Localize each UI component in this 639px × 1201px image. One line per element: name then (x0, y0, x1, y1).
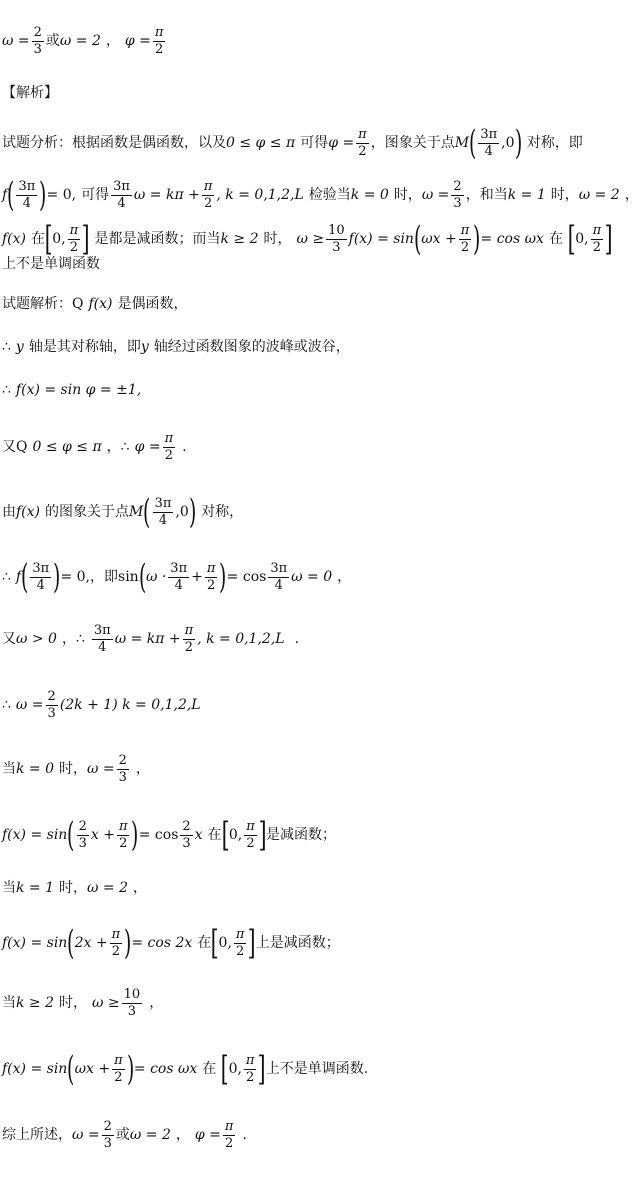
solution-line-4 (2, 432, 187, 462)
text: 当 (2, 880, 16, 896)
text: 当 (2, 761, 16, 778)
denominator: 3 (33, 41, 42, 57)
paren-close: ) (188, 492, 197, 532)
numerator: π (460, 222, 470, 238)
expr: = 0, (46, 187, 77, 203)
expr: , k = 0,1,2,L (197, 631, 285, 648)
expr: 2x + (74, 935, 108, 951)
denominator: 2 (592, 239, 601, 255)
inequality: 0 ≤ φ ≤ π (226, 135, 296, 151)
numerator: 2 (182, 818, 191, 834)
fraction (117, 754, 129, 784)
text: 时， (550, 187, 579, 203)
paren-open: ( (21, 557, 29, 597)
omega-eq: ω = (15, 697, 44, 714)
fraction (356, 128, 369, 158)
answer-line (2, 26, 167, 56)
bracket-close: ] (258, 815, 267, 855)
expr: ω = 2 (87, 880, 128, 896)
text: ， (61, 631, 76, 648)
expr: f(x) (2, 231, 27, 247)
paren-open: ( (67, 815, 75, 855)
text: 是都是减函数；而当 (94, 231, 221, 247)
text: ， (175, 1127, 190, 1144)
text: 是减函数； (266, 827, 337, 843)
denominator: 4 (22, 195, 31, 211)
solution-line-10 (2, 815, 337, 855)
numerator: π (184, 623, 194, 638)
fraction (102, 1120, 114, 1150)
paren-close: ) (473, 219, 481, 259)
expr: x (194, 827, 203, 843)
denominator: 4 (174, 577, 183, 593)
denominator: 2 (203, 195, 213, 211)
omega-eq: ω = (2, 33, 30, 50)
fraction (163, 432, 176, 462)
expr: k = 0 (16, 761, 55, 778)
solution-line-6 (2, 557, 352, 597)
expr: = cos ωx (133, 1061, 198, 1077)
denominator: 3 (453, 195, 462, 211)
text: 时， (59, 880, 88, 896)
text-or: 或 (45, 33, 60, 50)
fraction (183, 624, 196, 654)
text: ， (106, 439, 121, 456)
paren-open: ( (138, 557, 146, 597)
denominator: 4 (484, 143, 493, 159)
numerator: π (154, 25, 164, 40)
omega-eq: ω = (421, 187, 450, 203)
bracket-open: [ (567, 219, 576, 259)
denominator: 2 (154, 41, 164, 57)
expr: k = 0 (350, 187, 389, 203)
numerator: π (203, 178, 213, 194)
fraction (30, 562, 51, 592)
text: 上不是单调函数. (265, 1061, 369, 1077)
numerator: 3π (113, 178, 130, 194)
numerator: 3π (154, 495, 172, 511)
denominator: 3 (182, 835, 191, 851)
paren-close: ) (124, 923, 132, 963)
text: ， (135, 761, 150, 778)
expr: k ≥ 2 (220, 231, 259, 247)
text: ，图象关于点 (370, 135, 455, 151)
fraction (234, 928, 247, 958)
text: 又 (2, 631, 16, 648)
omega-eq: ω = (87, 761, 115, 778)
func-f: f (2, 187, 8, 203)
numerator: π (69, 222, 79, 238)
fraction (153, 26, 166, 56)
var-y: y (15, 339, 24, 355)
numerator: 3π (18, 178, 36, 194)
fraction (244, 820, 257, 850)
text: 的图象关于点 (45, 504, 130, 520)
numerator: 3π (170, 560, 188, 576)
coord-zero: ,0 (175, 504, 189, 520)
text: 轴经过函数图象的波峰或波谷， (153, 339, 350, 355)
denominator: 4 (117, 195, 126, 211)
conclusion-line (2, 1120, 247, 1150)
expr: ω · (145, 569, 167, 585)
paren-close: ) (126, 1049, 134, 1089)
solution-line-9 (2, 754, 150, 784)
text: 是偶函数， (117, 296, 188, 312)
bracket-open: [ (44, 219, 53, 259)
expr: x + (90, 827, 115, 843)
numerator: 3π (480, 126, 498, 142)
numerator: π (224, 1119, 234, 1134)
text: ， (133, 880, 147, 896)
phi-eq: φ = (134, 439, 161, 456)
therefore-symbol: ∴ (2, 569, 11, 585)
numerator: π (592, 222, 602, 238)
bracket-close: ] (258, 1049, 267, 1089)
numerator: 2 (103, 1119, 112, 1134)
numerator: 2 (78, 818, 87, 834)
bracket-open: [ (221, 815, 230, 855)
denominator: 2 (246, 1069, 255, 1085)
symbol-q: Q (72, 296, 84, 312)
text: 上是减函数； (255, 935, 340, 951)
point-m: M (454, 135, 470, 151)
expr: , k = 0,1,2,L (216, 187, 304, 203)
solution-line-2 (2, 340, 350, 354)
numerator: π (358, 126, 367, 142)
expr: ω = kπ + (133, 187, 200, 203)
text: 可得 (300, 135, 329, 151)
period: . (242, 1127, 247, 1144)
expr: ω ≥ (92, 995, 120, 1012)
fraction (111, 180, 132, 210)
text: 时， (59, 761, 88, 778)
period: . (182, 439, 187, 456)
paren-close: ) (39, 175, 47, 215)
paren-open: ( (469, 123, 477, 163)
fraction (451, 180, 463, 210)
denominator: 4 (158, 512, 168, 528)
denominator: 2 (460, 239, 470, 255)
expr: = 0, (60, 569, 91, 585)
expr: k = 1 (16, 880, 55, 896)
fraction (112, 1054, 125, 1084)
denominator: 3 (127, 1003, 137, 1019)
denominator: 2 (236, 943, 245, 959)
paren-open: ( (143, 492, 151, 532)
denominator: 2 (69, 239, 79, 255)
text: 时， (59, 995, 88, 1012)
expr: = cos (226, 569, 267, 585)
numerator: 3π (32, 560, 50, 576)
expr: k ≥ 2 (16, 995, 55, 1012)
numerator: π (246, 818, 255, 834)
paren-close: ) (219, 557, 227, 597)
sin: sin (118, 569, 139, 585)
denominator: 3 (118, 769, 127, 785)
paren-open: ( (67, 1049, 75, 1089)
numerator: π (206, 560, 216, 576)
text: 在 (197, 935, 212, 951)
numerator: π (118, 818, 128, 834)
denominator: 3 (78, 835, 87, 851)
expr: f(x) = sin (348, 231, 414, 247)
expr: ω ≥ (296, 231, 325, 247)
omega-eq-2: ω = 2 (59, 33, 101, 50)
numerator: 3π (270, 560, 288, 576)
denominator: 4 (274, 577, 283, 593)
expr: 0, (228, 1061, 242, 1077)
solution-line-14 (2, 1049, 369, 1089)
comma: ， (105, 33, 120, 50)
text: 在 (207, 827, 222, 843)
bracket-close: ] (81, 219, 90, 259)
expr: f(x) = sin (2, 1061, 68, 1077)
period: . (294, 631, 300, 648)
solution-line-12 (2, 923, 340, 963)
denominator: 2 (114, 1069, 123, 1085)
text: 轴是其对称轴，即 (28, 339, 141, 355)
text: 时， (263, 231, 292, 247)
symbol-q: Q (16, 439, 28, 456)
expr: f(x) = sin (2, 935, 68, 951)
fraction (478, 128, 499, 158)
analysis-heading: 【解析】 (2, 85, 58, 101)
fraction (168, 562, 189, 592)
denominator: 2 (358, 143, 367, 159)
numerator: 3π (93, 623, 111, 638)
paren-close: ) (514, 123, 522, 163)
expr: 0, (218, 935, 232, 951)
phi-eq: φ = (124, 33, 151, 50)
expr: 0, (575, 231, 589, 247)
expr: k = 1 (507, 187, 546, 203)
fraction (244, 1054, 257, 1084)
expr: = cos (138, 827, 179, 843)
fraction (117, 820, 130, 850)
analysis-line-2 (2, 175, 639, 215)
expr: f(x) (16, 504, 41, 520)
fraction (223, 1120, 236, 1150)
text: 又 (2, 439, 16, 456)
text: 在 (202, 1061, 217, 1077)
numerator: 2 (47, 689, 56, 704)
denominator: 2 (184, 639, 194, 655)
paren-open: ( (413, 219, 422, 259)
bracket-close: ] (604, 219, 613, 259)
denominator: 4 (36, 577, 45, 593)
expr: = cos 2x (131, 935, 193, 951)
fraction (591, 224, 604, 254)
text: 对称，即 (526, 135, 583, 151)
fraction (92, 624, 113, 654)
solution-line-13 (2, 988, 163, 1018)
numerator: π (164, 431, 174, 446)
therefore-symbol: ∴ (2, 382, 11, 398)
fraction (153, 497, 174, 527)
text: 可得 (81, 187, 110, 203)
solution-line-1 (2, 297, 188, 311)
text: 试题分析：根据函数是偶函数，以及 (2, 135, 226, 151)
var-y: y (140, 339, 149, 355)
text: 当 (2, 995, 16, 1012)
expr: f(x) = sin φ = ±1, (15, 382, 142, 398)
expr: ω = kπ + (114, 631, 181, 648)
text: 由 (2, 504, 16, 520)
numerator: π (235, 926, 245, 942)
expr: 0, (228, 827, 243, 843)
phi-eq: φ = (328, 135, 355, 151)
fraction (180, 820, 192, 850)
text: 对称， (201, 504, 244, 520)
expr: 0, (52, 231, 66, 247)
expr: f(x) (88, 296, 113, 312)
point-m: M (129, 504, 144, 520)
fraction (459, 224, 472, 254)
solution-line-3 (2, 383, 141, 397)
denominator: 3 (47, 705, 56, 721)
fraction (16, 180, 37, 210)
denominator: 2 (111, 943, 120, 959)
phi-eq: φ = (194, 1127, 221, 1144)
solution-line-8 (2, 690, 201, 720)
fraction (326, 224, 347, 254)
text: 时， (393, 187, 422, 203)
bracket-close: ] (248, 923, 257, 963)
text-or: 或 (115, 1127, 130, 1144)
fraction (110, 928, 123, 958)
fraction (77, 820, 89, 850)
numerator: 10 (123, 987, 141, 1002)
expr: ω = 0 (291, 569, 333, 585)
expr: ω = 2 (129, 1127, 171, 1144)
fraction (32, 26, 44, 56)
paren-close: ) (131, 815, 139, 855)
text: ， (337, 569, 352, 585)
solution-line-11 (2, 881, 147, 895)
fraction (46, 690, 58, 720)
numerator: 10 (328, 222, 345, 238)
text: 在 (31, 231, 46, 247)
fraction (205, 562, 218, 592)
fraction (268, 562, 289, 592)
paren-close: ) (53, 557, 61, 597)
plus: + (191, 569, 203, 585)
denominator: 2 (164, 447, 173, 463)
therefore-symbol: ∴ (2, 339, 11, 355)
text: 检验当 (308, 187, 351, 203)
coord-zero: ,0 (501, 135, 515, 151)
inequality: 0 ≤ φ ≤ π (32, 439, 102, 456)
analysis-line-4: 上不是单调函数 (2, 256, 100, 272)
solution-line-5 (2, 492, 244, 532)
fraction (202, 180, 215, 210)
expr: ω > 0 (16, 631, 57, 648)
func-f: f (15, 569, 22, 585)
bracket-open: [ (210, 923, 219, 963)
therefore-symbol: ∴ (75, 631, 85, 648)
expr: ωx + (421, 231, 457, 247)
text: 综上所述， (2, 1127, 72, 1144)
paren-open: ( (7, 175, 15, 215)
denominator: 3 (103, 1135, 112, 1151)
expr: f(x) = sin (2, 827, 68, 843)
denominator: 2 (119, 835, 128, 851)
therefore-symbol: ∴ (120, 439, 130, 456)
therefore-symbol: ∴ (2, 697, 11, 714)
numerator: 2 (33, 25, 42, 40)
omega-eq: ω = (72, 1127, 100, 1144)
text: ， (624, 187, 639, 203)
numerator: 2 (118, 753, 127, 768)
numerator: π (245, 1052, 255, 1068)
expr: = cos ωx (480, 231, 544, 247)
denominator: 2 (246, 835, 255, 851)
bracket-open: [ (220, 1049, 229, 1089)
denominator: 3 (332, 239, 341, 255)
numerator: 2 (453, 178, 462, 194)
paren-open: ( (67, 923, 75, 963)
solution-line-7 (2, 624, 299, 654)
fraction (122, 988, 143, 1018)
text: 在 (548, 231, 563, 247)
analysis-line-3 (2, 219, 613, 259)
denominator: 4 (98, 639, 107, 655)
expr: ω = 2 (578, 187, 620, 203)
text: ，即 (90, 569, 119, 585)
numerator: π (111, 926, 121, 942)
text: 试题解析： (2, 296, 72, 312)
analysis-line-1 (2, 123, 583, 163)
expr: ωx + (74, 1061, 111, 1077)
numerator: π (114, 1052, 123, 1068)
denominator: 2 (224, 1135, 234, 1151)
expr: (2k + 1) k = 0,1,2,L (59, 697, 201, 714)
fraction (68, 224, 81, 254)
text: ， (149, 995, 164, 1012)
text: ，和当 (465, 187, 508, 203)
denominator: 2 (206, 577, 216, 593)
